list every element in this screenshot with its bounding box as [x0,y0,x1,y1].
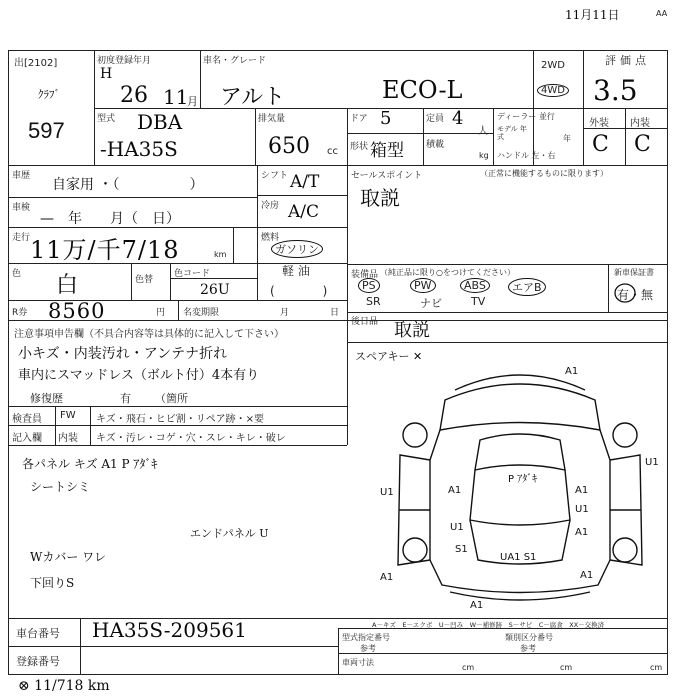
sheet-code: AA [656,9,668,18]
mark-right-a1: A1 [575,485,589,496]
repair-history-location: （箇所 [155,392,188,405]
color-label: 色 [12,269,22,279]
car-damage-diagram [370,360,670,610]
stamp-cm-3: cm [650,663,663,672]
stamp-model-ref: 参考 [360,644,376,653]
aircon-value: A/C [288,202,320,222]
equipment-airbag: エアB [508,278,546,296]
lot-prefix: 出 [14,58,24,69]
equipment-note: （純正品に限り○をつけてください） [380,268,515,277]
fuel-label: 燃料 [261,233,280,243]
sales-point-note: （正常に機能するものに限ります） [480,169,608,178]
mark-right-rear-a1: A1 [575,527,589,538]
aircon-label: 冷房 [261,201,280,211]
recycle-label: R券 [12,308,28,318]
seats-unit: 人 [478,126,488,137]
exterior-label: 外装 [589,118,609,129]
seats-label: 定員 [426,114,445,124]
entry-label: 記入欄 [12,433,42,444]
repair-history-value: 有 [120,392,131,405]
dealer-year-unit: 年 [563,134,571,143]
recycle-unit: 円 [156,308,166,318]
chassis-label: 車台番号 [16,627,60,640]
recycle-value: 8560 [48,299,106,323]
rear-seat-label: 後日品 [351,317,379,327]
mark-rl-a1: A1 [380,572,394,583]
remark-3: エンドパネル U [190,527,269,540]
car-name-value: アルト [220,85,286,110]
inspection-label: 車検 [12,203,31,213]
doors-label: ドア [350,114,368,124]
first-reg-label: 初度登録年月 [97,56,152,66]
dealer-model-year: モデル 年式 [497,125,527,141]
model-prefix: DBA [137,110,183,134]
equipment-label: 装備品 [351,270,379,280]
car-name-label: 車名・グレード [203,56,267,66]
notes-header: 注意事項申告欄（不具合内容等は具体的に記入して下さい） [14,329,284,340]
mark-right-u1: U1 [645,457,659,468]
shift-value: A/T [290,172,320,192]
sales-point-value: 取説 [360,186,400,210]
displacement-value: 650 [268,134,310,159]
diagram-wheel-rr [613,538,637,562]
diagram-windshield [475,434,565,470]
mileage-unit: km [214,250,227,259]
remark-2: シートシミ [30,480,91,494]
mark-left-door-u1: U1 [450,522,464,533]
sheet-date: 11月11日 [565,8,620,22]
displacement-label: 排気量 [258,114,286,124]
color-change-label: 色替 [135,275,154,285]
mark-rear-ua1: UA1 S1 [500,552,537,563]
doors-value: 5 [380,108,392,129]
mark-front-a1: A1 [565,366,579,377]
stamp-model-label: 型式指定番号 [342,633,390,642]
name-change-month: 月 [280,308,290,318]
sales-point-label: セールスポイント [351,171,423,181]
mileage-value: 11万/千7/18 [30,236,180,264]
warranty-circle-mark [613,282,637,304]
equipment-list [355,278,605,310]
diagram-wheel-fr [613,423,637,447]
spare-key-note: スペアキー ✕ [355,350,423,363]
fuel-diesel: 軽 油 [282,264,310,278]
inspector-label: 検査員 [12,414,42,425]
load-label: 積載 [426,140,445,150]
lot-number: 597 [28,118,65,143]
shape-label: 形状 [350,142,369,152]
warranty-label: 新車保証書 [614,268,654,277]
mark-left-a1: A1 [448,485,462,496]
mark-bottom-a1: A1 [470,600,484,610]
interior-value: C [634,132,651,157]
first-reg-year: 26 [120,83,148,108]
equipment-ps: PS [358,278,380,293]
score-value: 3.5 [593,74,638,107]
mark-roof-p: P ｱﾀﾞｷ [508,474,538,485]
mark-rear-s1: S1 [455,544,468,555]
shift-label: シフト [261,171,289,181]
inspector-legend: キズ・飛石・ヒビ割・リペア跡・×要 [96,414,264,425]
remark-5: 下回りS [30,576,75,590]
displacement-unit: cc [327,146,338,157]
stamp-cm-2: cm [560,663,573,672]
diagram-front-panel [440,384,600,430]
remark-4: Wカバー ワレ [30,550,107,564]
diagram-wheel-rl [403,538,427,562]
color-value: 白 [56,273,79,298]
mark-left-u1: U1 [380,487,394,498]
notes-line-1: 小キズ・内装汚れ・アンテナ折れ [18,346,228,362]
stamp-class-ref: 参考 [520,644,536,653]
color-code-value: 26U [200,282,230,298]
inspector-tag: FW [60,410,76,421]
stamp-cm-1: cm [462,663,475,672]
diagram-front-bumper [455,375,585,390]
first-reg-era: H [100,66,113,82]
load-unit: kg [479,151,489,160]
name-change-day: 日 [330,308,340,318]
equipment-navi: ナビ [420,297,442,310]
rear-seat-value: 取説 [394,320,430,341]
model-label: 型式 [97,114,116,124]
equipment-abs: ABS [460,278,490,293]
entry-legend: キズ・汚レ・コゲ・穴・スレ・キレ・破レ [96,433,286,444]
model-value: -HA35S [100,137,178,161]
fuel-gasoline-circled: ガソリン [271,240,323,258]
notes-line-2: 車内にスマッドレス（ボルト付）4本有り [18,368,260,383]
stamp-class-label: 類別区分番号 [505,633,553,642]
dealer-handle: ハンドル 左・右 [497,151,556,160]
drive-4wd-circled: 4WD [537,84,569,97]
inspection-value: — 年 月（ 日） [40,211,180,227]
chassis-value: HA35S-209561 [92,618,247,642]
dealer-label: ディーラー 並行 [497,112,555,121]
remark-1: 各パネル キズ A1 P ｱﾀﾞｷ [22,457,158,471]
entry-tag: 内装 [58,433,78,444]
score-label: 評価点 [605,54,650,67]
seats-value: 4 [452,108,464,129]
registration-label: 登録番号 [16,655,60,668]
mark-right-door-u1: U1 [575,504,589,515]
exterior-value: C [592,132,609,157]
first-reg-month-unit: 月 [187,95,198,108]
lot-sub: ｸﾗﾌﾞ [38,88,60,101]
drive-2wd: 2WD [541,60,565,71]
damage-legend: A－キズ E－エクボ U－凹み W－補修跡 S－サビ C－腐食 XX－交換済 [372,621,605,629]
usage-value: 自家用 ・（ ） [52,177,204,193]
first-reg-month: 11 [163,85,189,109]
color-code-label: 色コード [174,269,211,279]
diagram-wheel-fl [403,423,427,447]
stamp-size-label: 車両寸法 [342,658,374,667]
equipment-sr: SR [366,295,381,308]
warranty-value: 有・無 [617,288,654,302]
equipment-pw: PW [410,278,436,293]
interior-label: 内装 [630,118,650,129]
shape-value: 箱型 [370,141,404,161]
mileage-label: 走行 [12,233,31,243]
lot-code: 2102 [27,58,54,69]
equipment-tv: TV [471,295,486,308]
name-change-label: 名変期限 [183,308,220,318]
bottom-mileage-note: ⊗ 11/718 km [18,678,110,694]
usage-label: 車歴 [12,171,31,181]
mark-rr-a1: A1 [580,570,594,581]
car-grade-value: ECO-L [382,76,463,104]
repair-history-label: 修復歴 [30,392,63,405]
